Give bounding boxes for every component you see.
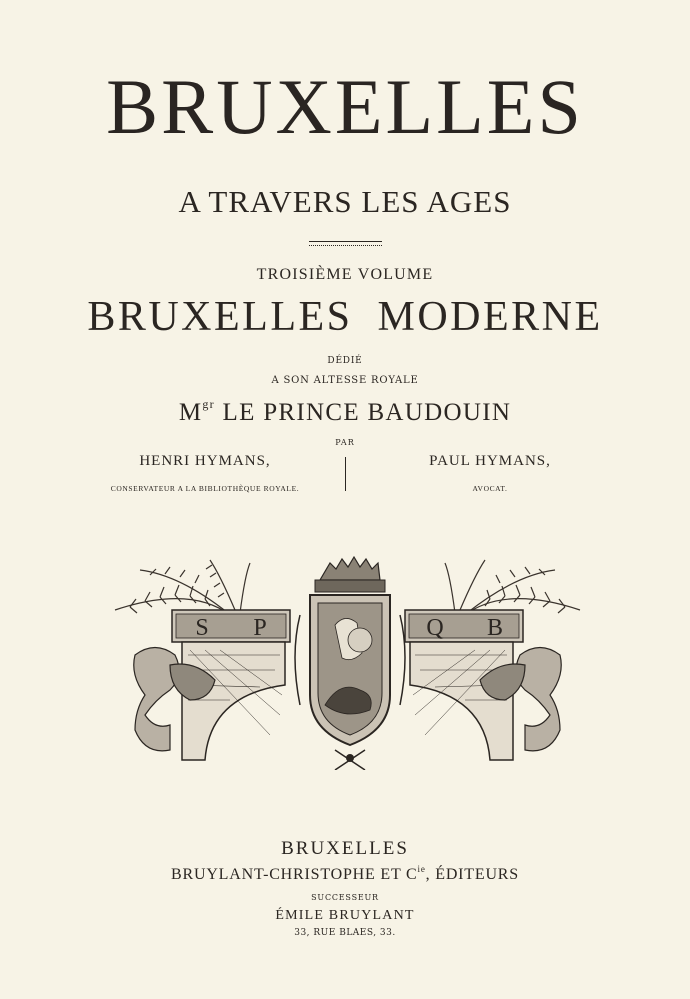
par-label: PAR [335,438,355,447]
plaque-letter-p: P [253,615,267,641]
author-1-name: HENRI HYMANS, [139,453,271,469]
volume-label: TROISIÈME VOLUME [256,266,434,283]
main-title: BRUXELLES [106,63,584,150]
dedicatee-name: LE PRINCE BAUDOUIN [222,399,512,426]
author-divider [345,457,346,491]
left-pedestal [182,642,285,760]
publisher-name [0,864,690,884]
volume-title: BRUXELLES MODERNE [87,294,603,340]
successeur-label: SUCCESSEUR [311,893,379,902]
central-shield [295,557,405,770]
plaque-letter-q: Q [426,615,444,641]
right-pedestal [410,642,513,760]
decorative-rule [309,241,382,246]
dedicatee [0,398,690,425]
publisher-name-suffix: , ÉDITEURS [425,866,519,883]
right-plaque [405,610,523,642]
publisher-name-prefix: BRUYLANT-CHRISTOPHE ET C [171,866,418,883]
author-2-role: AVOCAT. [472,484,508,493]
author-1-role: CONSERVATEUR A LA BIBLIOTHÈQUE ROYALE. [110,484,300,493]
left-palm-fronds [115,560,250,615]
right-palm-fronds [445,560,580,615]
publisher-city: BRUXELLES [281,838,409,859]
plaque-letter-s: S [195,615,209,641]
subtitle: A TRAVERS LES AGES [178,184,512,219]
brussels-coat-of-arms-emblem [110,555,585,770]
left-plaque [172,610,290,642]
dedication-label: DÉDIÉ [327,356,363,366]
successor-name: ÉMILE BRUYLANT [275,908,415,923]
plaque-letter-b: B [486,615,504,641]
dedication-line: A SON ALTESSE ROYALE [271,375,419,386]
honorific: M [178,399,203,426]
publisher-address: 33, RUE BLAES, 33. [294,928,396,938]
publisher-name-superscript: ie [417,864,426,874]
honorific-superscript: gr [202,397,215,411]
author-2-name: PAUL HYMANS, [429,453,551,469]
